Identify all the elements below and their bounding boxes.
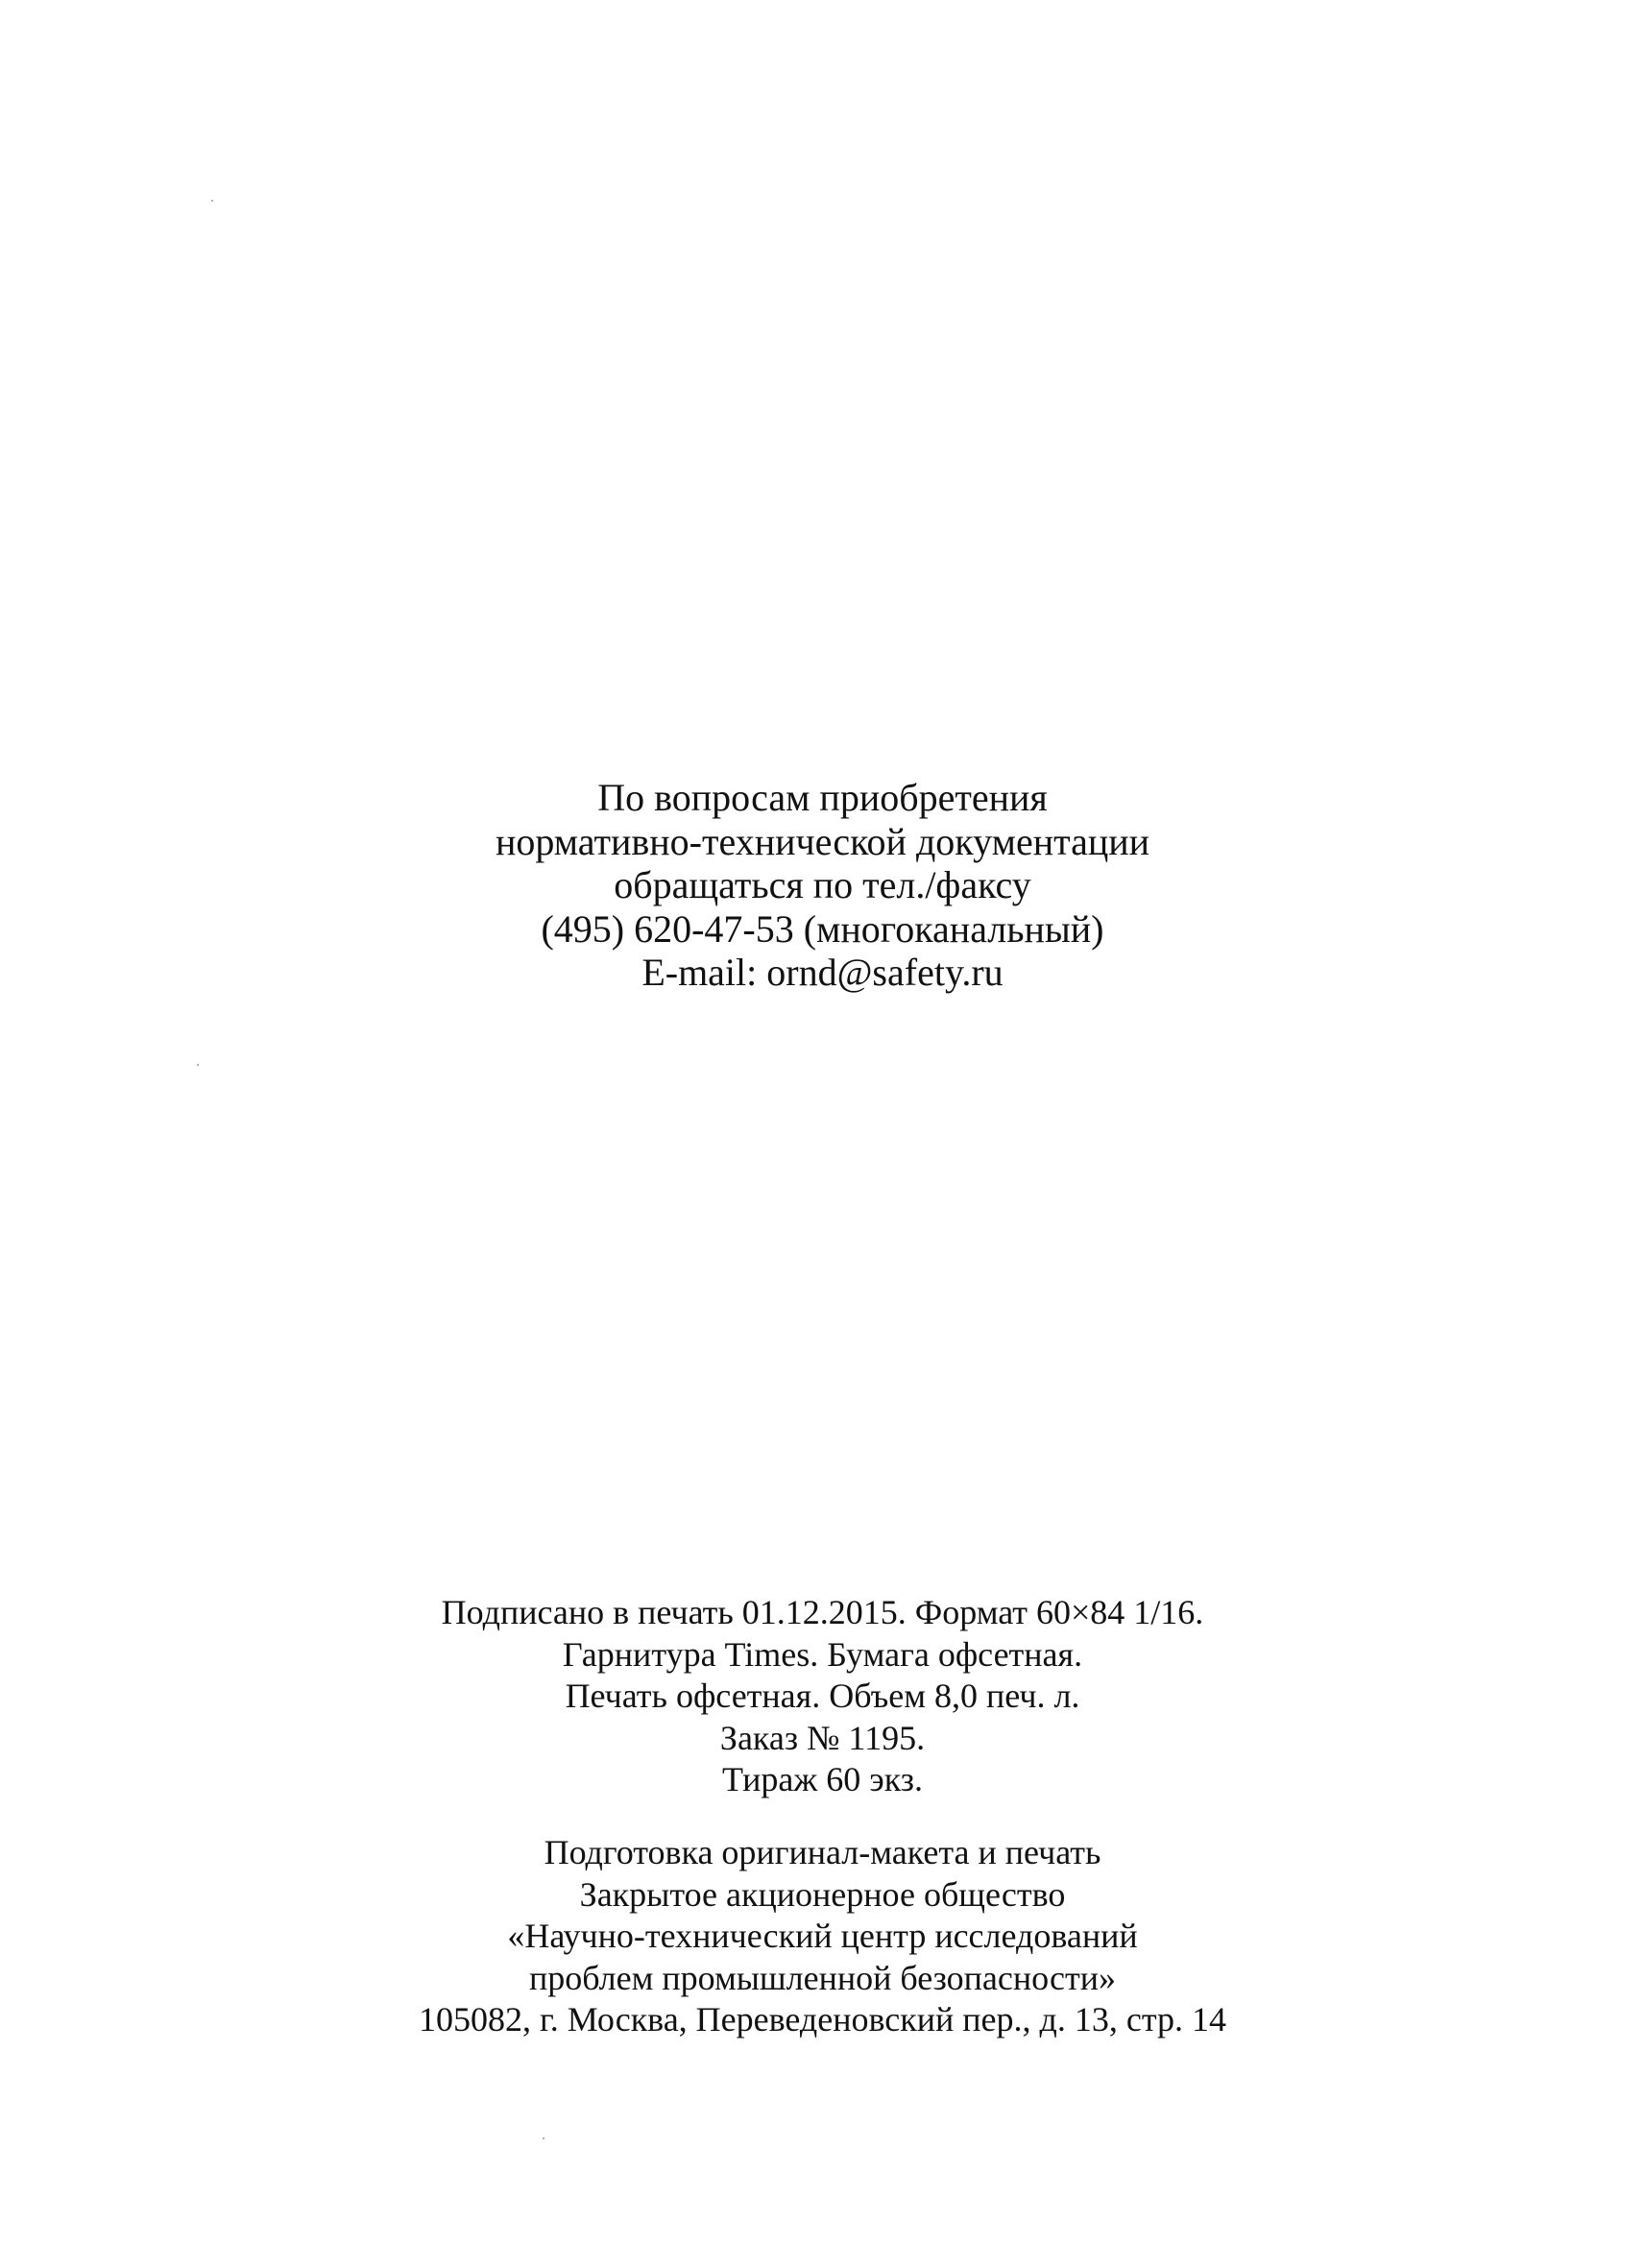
scan-speck — [543, 2137, 544, 2139]
contact-line-purchase: По вопросам приобретения — [597, 776, 1048, 819]
contact-line-documentation: нормативно-технической документации — [495, 819, 1150, 863]
contact-line-email: E-mail: ornd@safety.ru — [641, 951, 1004, 994]
printer-line-company-name-1: «Научно-технический центр исследований — [507, 1917, 1138, 1955]
imprint-line-signed-format: Подписано в печать 01.12.2015. Формат 60×84 1/16. — [441, 1593, 1204, 1631]
scan-speck — [197, 1064, 199, 1066]
scan-speck — [211, 200, 213, 202]
imprint-block — [0, 1592, 1645, 1801]
printer-info-block — [0, 1832, 1645, 2041]
printer-line-company-name-2: проблем промышленной безопасности» — [528, 1958, 1117, 1997]
printer-line-company-type: Закрытое акционерное общество — [579, 1874, 1066, 1914]
imprint-line-order-number: Заказ № 1195. — [719, 1718, 926, 1757]
printer-line-preparation: Подготовка оригинал-макета и печать — [544, 1833, 1101, 1871]
imprint-line-print-run: Тираж 60 экз. — [722, 1760, 923, 1798]
contact-line-phone-fax-label: обращаться по тел./факсу — [614, 863, 1031, 906]
contact-info-block — [0, 776, 1645, 995]
imprint-line-printing-volume: Печать офсетная. Объем 8,0 печ. л. — [565, 1677, 1080, 1715]
printer-line-address: 105082, г. Москва, Переведеновский пер., д. 13, стр. 14 — [419, 2000, 1226, 2039]
imprint-line-typeface-paper: Гарнитура Times. Бумага офсетная. — [562, 1634, 1083, 1674]
contact-line-phone-number: (495) 620-47-53 (многоканальный) — [541, 906, 1104, 951]
